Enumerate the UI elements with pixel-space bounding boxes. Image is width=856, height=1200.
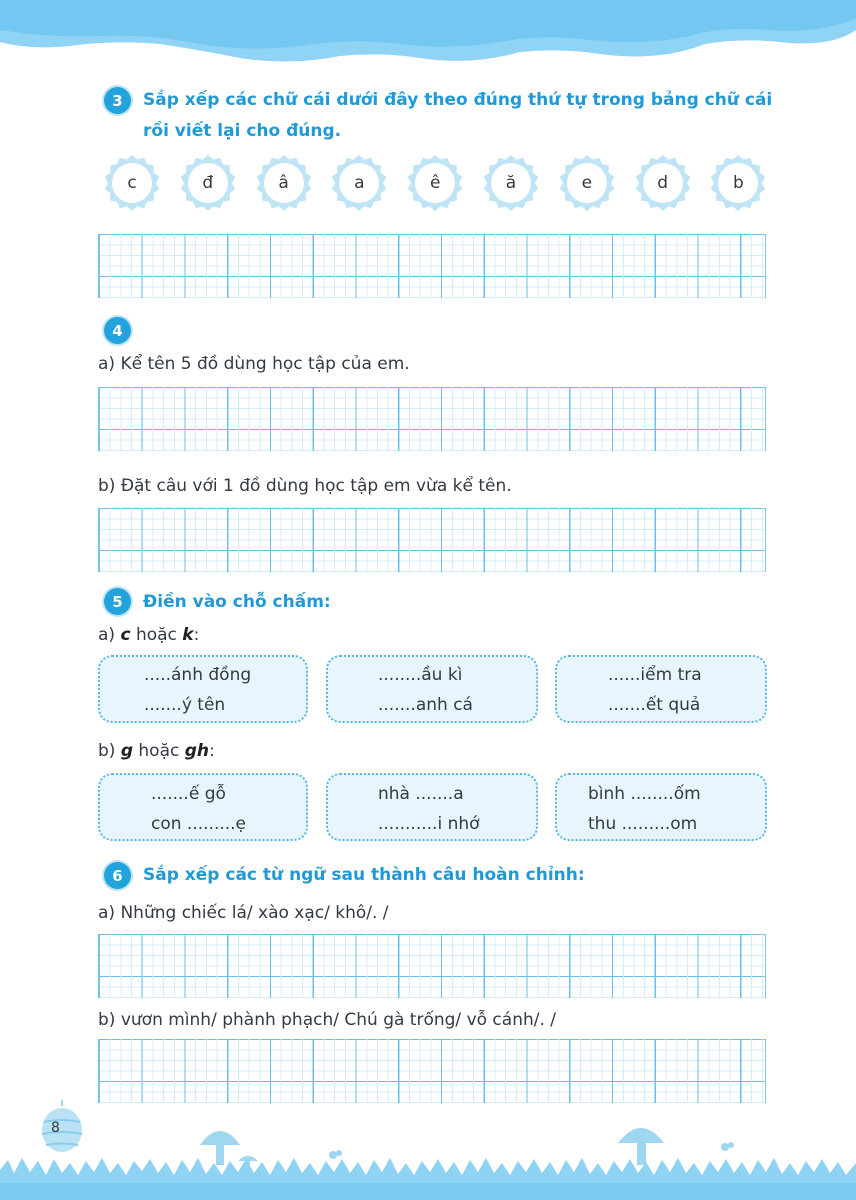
exercise-4-badge: 4 xyxy=(104,317,131,344)
fill-item[interactable]: .......anh cá xyxy=(378,695,473,715)
letter: d xyxy=(657,173,668,193)
fill-item[interactable]: ........ầu kì xyxy=(378,665,463,685)
letter-flower xyxy=(559,155,615,211)
exercise-5-part-b-label: b) g hoặc gh: xyxy=(98,741,215,761)
exercise-5-badge: 5 xyxy=(104,588,131,615)
fill-item[interactable]: .......ết quả xyxy=(608,695,701,715)
exercise-5a-box-1[interactable] xyxy=(98,655,308,723)
page-number-badge-icon xyxy=(38,1100,88,1155)
exercise-4b-writing-grid[interactable] xyxy=(98,508,766,572)
letter: â xyxy=(278,173,289,193)
grass-footer xyxy=(0,1125,856,1200)
exercise-6b-writing-grid[interactable] xyxy=(98,1039,766,1103)
exercise-5-part-a-label: a) c hoặc k: xyxy=(98,625,200,645)
exercise-4a-writing-grid[interactable] xyxy=(98,387,766,451)
letter-flower xyxy=(256,155,312,211)
exercise-3-title-line1: Sắp xếp các chữ cái dưới đây theo đúng thứ tự trong bảng chữ cái xyxy=(143,90,773,110)
page-number: 8 xyxy=(51,1120,60,1136)
letter: a xyxy=(354,173,365,193)
exercise-5a-box-2[interactable] xyxy=(326,655,538,723)
letter-flower xyxy=(635,155,691,211)
exercise-5-title: Điền vào chỗ chấm: xyxy=(143,592,331,612)
fill-item[interactable]: .....ánh đồng xyxy=(144,665,252,685)
fill-item[interactable]: .......ý tên xyxy=(144,695,226,715)
fill-item[interactable]: bình ........ốm xyxy=(588,784,701,804)
letter-flower xyxy=(483,155,539,211)
exercise-6-part-b: b) vươn mình/ phành phạch/ Chú gà trống/ vỗ cánh/. / xyxy=(98,1010,557,1030)
fill-item[interactable]: con .........ẹ xyxy=(151,814,247,834)
fill-item[interactable]: ...........i nhớ xyxy=(378,814,480,834)
exercise-5b-box-2[interactable] xyxy=(326,773,538,841)
exercise-3-writing-grid[interactable] xyxy=(98,234,766,298)
fill-item[interactable]: nhà .......a xyxy=(378,784,464,804)
exercise-3-title-line2: rồi viết lại cho đúng. xyxy=(143,121,342,141)
exercise-6-part-a: a) Những chiếc lá/ xào xạc/ khô/. / xyxy=(98,903,389,923)
letter-flower xyxy=(407,155,463,211)
exercise-5b-box-3[interactable] xyxy=(555,773,767,841)
letter: đ xyxy=(202,173,214,193)
exercise-5a-box-3[interactable] xyxy=(555,655,767,723)
letter: e xyxy=(581,173,593,193)
fill-item[interactable]: ......iểm tra xyxy=(608,665,702,685)
exercise-5b-box-1[interactable] xyxy=(98,773,308,841)
letter: c xyxy=(127,173,137,193)
exercise-6a-writing-grid[interactable] xyxy=(98,934,766,998)
exercise-4-part-a: a) Kể tên 5 đồ dùng học tập của em. xyxy=(98,354,410,374)
exercise-6-badge: 6 xyxy=(104,862,131,889)
letter-flower xyxy=(710,155,766,211)
letter-flower xyxy=(104,155,160,211)
letter: b xyxy=(732,173,744,193)
letter: ê xyxy=(429,173,441,193)
fill-item[interactable]: .......ế gỗ xyxy=(151,784,226,804)
letter-flower xyxy=(331,155,387,211)
exercise-4-part-b: b) Đặt câu với 1 đồ dùng học tập em vừa kể tên. xyxy=(98,476,512,496)
fill-item[interactable]: thu .........om xyxy=(588,814,698,834)
letter-flower xyxy=(180,155,236,211)
letter: ă xyxy=(505,173,517,193)
exercise-3-badge: 3 xyxy=(104,87,131,114)
exercise-6-title: Sắp xếp các từ ngữ sau thành câu hoàn chỉnh: xyxy=(143,865,585,885)
header-clouds xyxy=(0,0,856,70)
